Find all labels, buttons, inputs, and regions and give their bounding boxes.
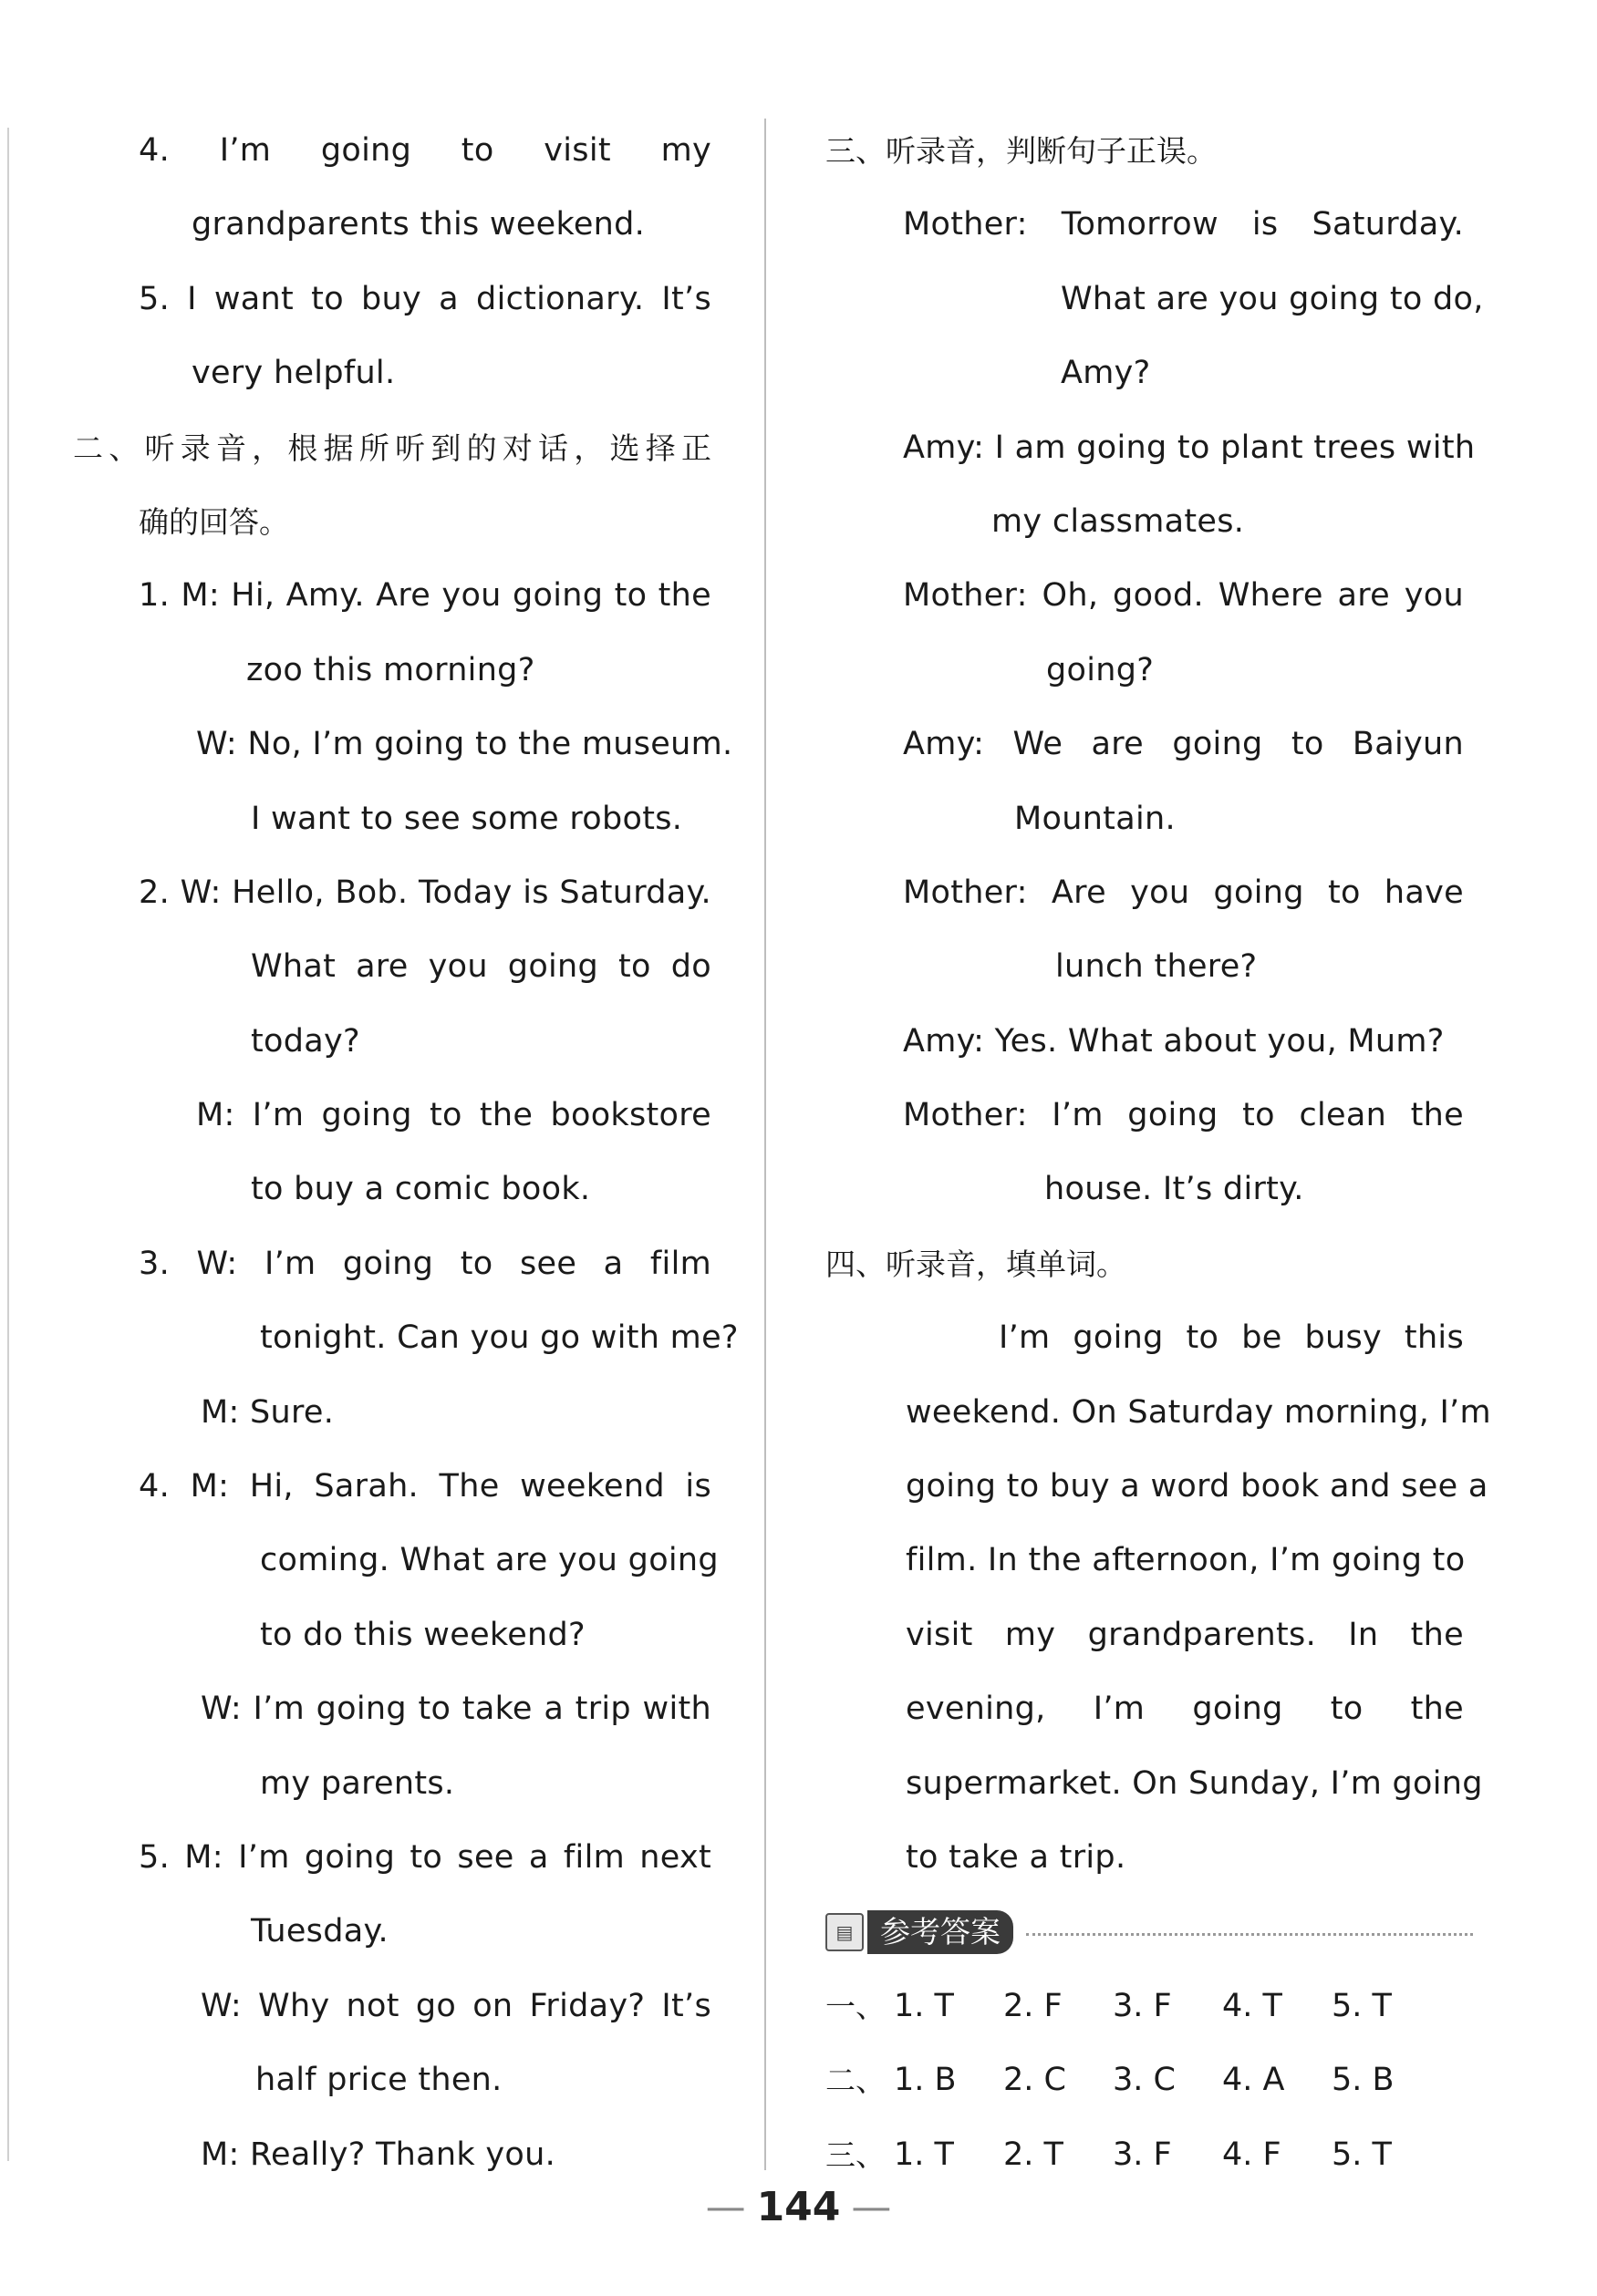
- text-line-s3-10: Mother: Are you going to have: [903, 874, 1464, 911]
- right-column: [825, 114, 1491, 2192]
- answer-row-label: 二、: [825, 2063, 886, 2099]
- text-line-s2-2b: What are you going to do: [251, 948, 711, 986]
- section-3-transcript: [825, 188, 1484, 1226]
- page-number-value: 144: [756, 2184, 841, 2230]
- answer-item: 1. T: [894, 2136, 954, 2173]
- text-line-s2-4e: my parents.: [260, 1764, 455, 1802]
- text-line-s2-3a: 3. W: I’m going to see a film: [139, 1245, 711, 1282]
- answer-key-label: 参考答案: [867, 1910, 1013, 1954]
- dotted-rule: [1026, 1933, 1473, 1936]
- answer-key-header: [825, 1895, 1473, 1969]
- answer-row: [825, 2043, 1473, 2117]
- text-line-s4-8: to take a trip.: [906, 1838, 1126, 1876]
- section-1-transcript-tail: [73, 114, 711, 411]
- text-line-s4-6: evening, I’m going to the: [906, 1691, 1464, 1728]
- section-4-passage: [825, 1301, 1491, 1895]
- answer-item: 4. F: [1222, 2136, 1281, 2173]
- text-line-s2-5a: 5. M: I’m going to see a film next: [139, 1838, 711, 1876]
- text-line-s3-3: Amy?: [1061, 355, 1151, 392]
- answer-row: [825, 1970, 1473, 2043]
- text-line-s3-8: Amy: We are going to Baiyun: [903, 726, 1464, 763]
- text-line-s4-7: supermarket. On Sunday, I’m going: [906, 1764, 1483, 1802]
- text-line-s3-6: Mother: Oh, good. Where are you: [903, 577, 1464, 615]
- text-line-s4-3: going to buy a word book and see a: [906, 1468, 1488, 1505]
- section-4-title: 四、听录音，填单词。: [825, 1246, 1126, 1282]
- section-3-title: 三、听录音，判断句子正误。: [825, 133, 1217, 169]
- text-line-s2-2a: 2. W: Hello, Bob. Today is Saturday.: [139, 874, 711, 911]
- page-edge-line: [7, 128, 9, 2161]
- text-line-s4-1: I’m going to be busy this: [999, 1319, 1464, 1357]
- answer-row-label: 一、: [825, 1988, 886, 2024]
- text-line-s2-3b: tonight. Can you go with me?: [260, 1319, 739, 1357]
- text-line-s2-2e: to buy a comic book.: [251, 1171, 591, 1208]
- text-line-s2-1d: I want to see some robots.: [251, 800, 683, 837]
- answer-item: 2. F: [1003, 1987, 1063, 2024]
- text-line-s1-5b: very helpful.: [192, 355, 396, 392]
- column-divider: [764, 119, 766, 2170]
- answer-row-label: 三、: [825, 2136, 886, 2173]
- text-line-s2-4d: W: I’m going to take a trip with: [201, 1691, 711, 1728]
- text-line-s2-1b: zoo this morning?: [246, 651, 535, 688]
- answer-item: 2. C: [1003, 2062, 1066, 2099]
- text-line-s3-11: lunch there?: [1055, 948, 1258, 986]
- text-line-s2-4b: coming. What are you going: [260, 1542, 719, 1579]
- answer-item: 1. B: [894, 2062, 957, 2099]
- text-line-s2-2d: M: I’m going to the bookstore: [196, 1097, 711, 1134]
- text-line-s4-5: visit my grandparents. In the: [906, 1616, 1464, 1653]
- answer-row: [825, 2118, 1473, 2192]
- answer-item: 3. F: [1113, 1987, 1172, 2024]
- text-line-s2-5c: W: Why not go on Friday? It’s: [201, 1987, 711, 2024]
- text-line-s2-1c: W: No, I’m going to the museum.: [196, 726, 733, 763]
- left-column: [73, 114, 739, 2192]
- answer-item: 1. T: [894, 1987, 954, 2024]
- answer-item: 4. A: [1222, 2062, 1285, 2099]
- text-line-s2-5b: Tuesday.: [251, 1913, 389, 1950]
- answer-item: 3. C: [1113, 2062, 1176, 2099]
- text-line-s2-1a: 1. M: Hi, Amy. Are you going to the: [139, 577, 711, 615]
- page-number: [0, 2184, 1597, 2230]
- text-line-s1-4b: grandparents this weekend.: [192, 206, 646, 243]
- text-line-s2-5d: half price then.: [255, 2062, 503, 2099]
- section-2-transcript: [73, 559, 739, 2192]
- text-line-s4-4: film. In the afternoon, I’m going to: [906, 1542, 1466, 1579]
- text-line-s4-2: weekend. On Saturday morning, I’m: [906, 1393, 1491, 1431]
- text-line-s3-4: Amy: I am going to plant trees with: [903, 429, 1476, 466]
- answer-key-rows: [825, 1970, 1473, 2192]
- page-number-dash-right: —: [851, 2184, 892, 2230]
- answer-item: 3. F: [1113, 2136, 1172, 2173]
- text-line-s3-14: house. It’s dirty.: [1044, 1171, 1304, 1208]
- answer-item: 4. T: [1222, 1987, 1282, 2024]
- text-line-s3-1: Mother: Tomorrow is Saturday.: [903, 206, 1464, 243]
- text-line-s2-3c: M: Sure.: [201, 1393, 335, 1431]
- text-line-s2-5e: M: Really? Thank you.: [201, 2136, 556, 2173]
- section-2-title-line1: 二、听录音，根据所听到的对话，选择正: [73, 429, 711, 466]
- text-line-s2-4c: to do this weekend?: [260, 1616, 586, 1653]
- answer-item: 5. T: [1332, 2136, 1392, 2173]
- text-line-s2-4a: 4. M: Hi, Sarah. The weekend is: [139, 1468, 711, 1505]
- text-line-s3-13: Mother: I’m going to clean the: [903, 1097, 1464, 1134]
- text-line-s3-12: Amy: Yes. What about you, Mum?: [903, 1022, 1445, 1060]
- page-number-dash-left: —: [705, 2184, 746, 2230]
- text-line-s1-4a: 4. I’m going to visit my: [139, 132, 711, 169]
- answer-item: 2. T: [1003, 2136, 1063, 2173]
- answer-item: 5. T: [1332, 1987, 1392, 2024]
- answer-item: 5. B: [1332, 2062, 1395, 2099]
- text-line-s1-5a: 5. I want to buy a dictionary. It’s: [139, 280, 711, 317]
- text-line-s3-9: Mountain.: [1014, 800, 1176, 837]
- text-line-s2-2c: today?: [251, 1022, 360, 1060]
- book-icon: ▤: [825, 1913, 864, 1951]
- section-2-title-line2: 确的回答。: [139, 503, 289, 540]
- text-line-s3-5: my classmates.: [991, 502, 1245, 540]
- text-line-s3-7: going?: [1046, 651, 1155, 688]
- text-line-s3-2: What are you going to do,: [1061, 280, 1484, 317]
